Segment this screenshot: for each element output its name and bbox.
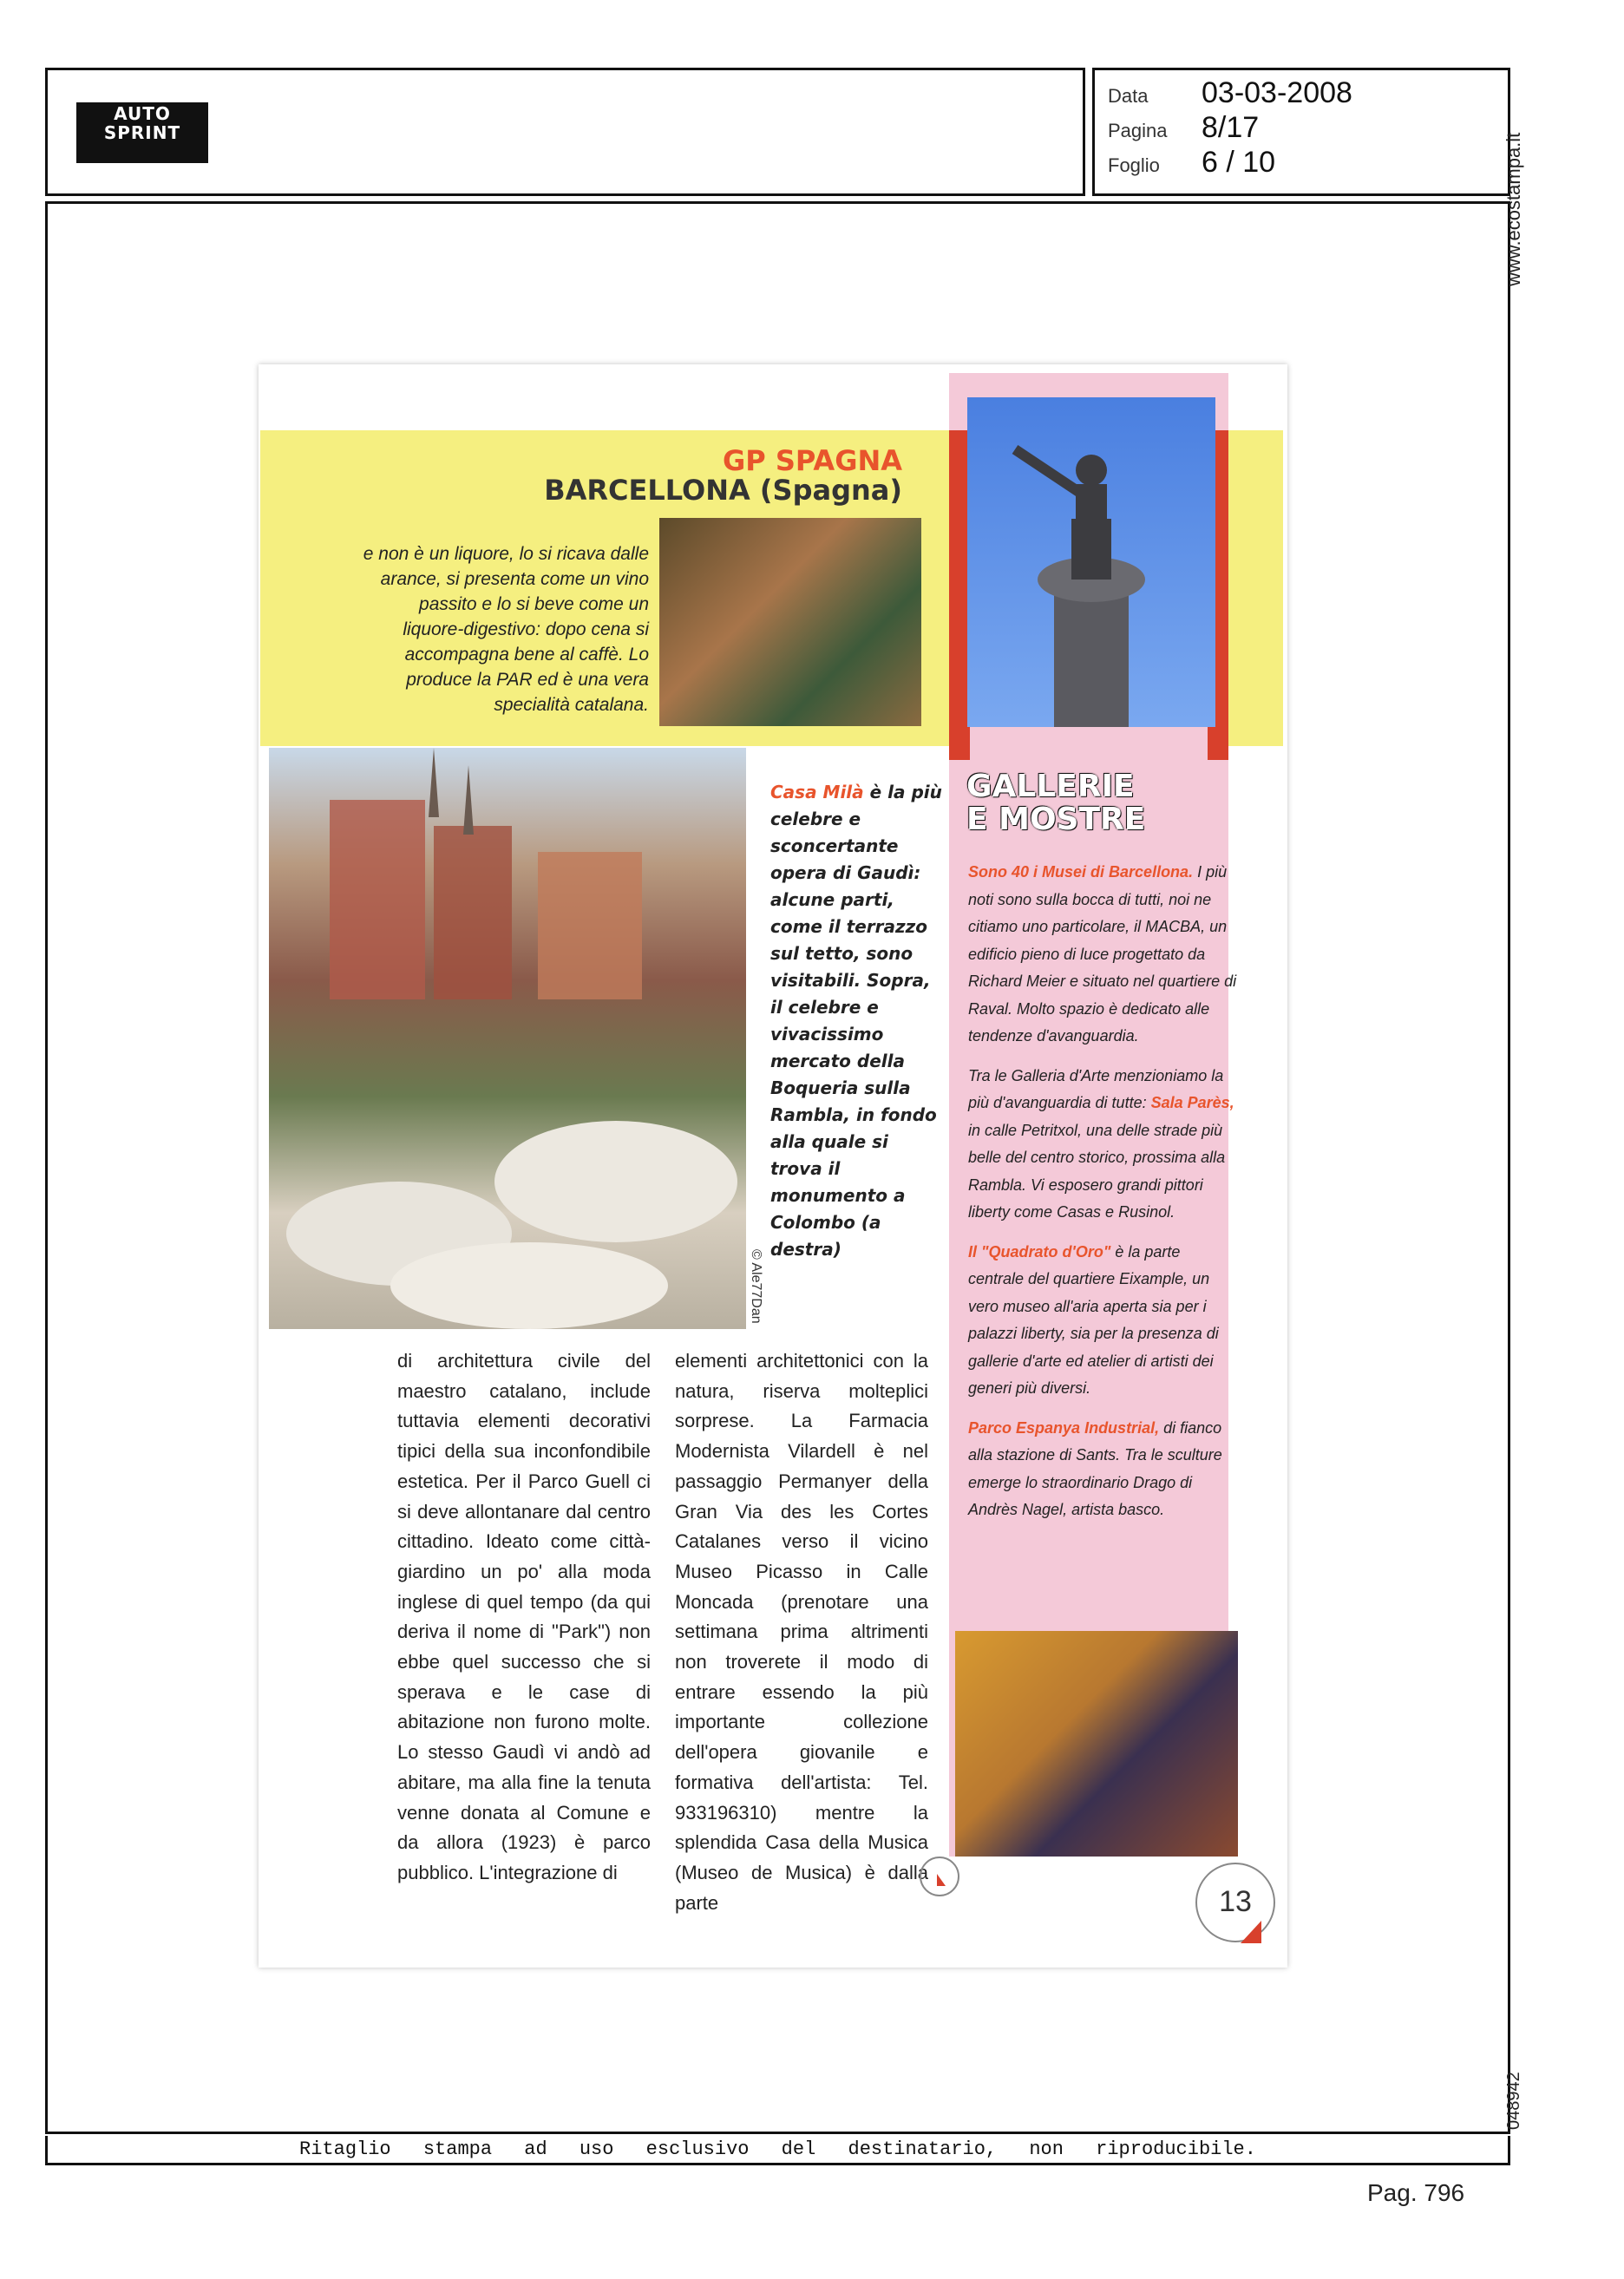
meta-page-label: Pagina: [1108, 120, 1168, 141]
gallerie-title-line1: GALLERIE: [966, 769, 1135, 804]
side-code: 048942: [1504, 2072, 1523, 2130]
caption-highlight: Casa Milà: [770, 782, 864, 802]
gallerie-p3-highlight: Il "Quadrato d'Oro": [968, 1242, 1111, 1261]
meta-date: [1108, 76, 1352, 110]
gallerie-paragraph-4: [968, 1415, 1237, 1524]
gallerie-p4-text: di fianco alla stazione di Sants. Tra le sculture emerge lo straordinario Drago di Andrès Nagel, artista basco.: [968, 1418, 1222, 1518]
pag-number: Pag. 796: [1367, 2179, 1465, 2206]
footer-notice: Ritaglio stampa ad uso esclusivo del destinatario, non riproducibile.: [45, 2136, 1510, 2165]
page-number: 13: [1195, 1863, 1275, 1942]
dali-painting-photo: [955, 1631, 1238, 1857]
parc-guell-photo: [269, 748, 746, 1329]
gallerie-p4-highlight: Parco Espanya Industrial,: [968, 1418, 1160, 1437]
meta-date-value: 03-03-2008: [1202, 76, 1352, 109]
gallerie-paragraph-1: [968, 859, 1237, 1051]
meta-sheet-label: Foglio: [1108, 154, 1160, 176]
meta-page: [1108, 111, 1259, 145]
boqueria-market-photo: [659, 518, 921, 726]
photo-credit: © Ale77Dan: [749, 1249, 763, 1324]
columbus-statue-icon: [967, 397, 1215, 727]
liquor-text: e non è un liquore, lo si ricava dalle arance, si presenta come un vino passito e lo si beve come un liquore-digestivo: dopo cena si accompagna bene al caffè. Lo produce la PAR ed è una vera specialità catalana.: [363, 544, 649, 715]
gallerie-p2-before: Tra le Galleria d'Arte menzioniamo la più d'avanguardia di tutte:: [968, 1066, 1224, 1111]
gallerie-text: [968, 859, 1237, 1536]
gallerie-title-line2: E MOSTRE: [966, 802, 1146, 837]
gallerie-p2-after: in calle Petritxol, una delle strade più belle del centro storico, prossima alla Rambla. Vi esposero grandi pittori liberty come Casas e Rusinol.: [968, 1121, 1226, 1221]
gallerie-paragraph-2: [968, 1063, 1237, 1227]
columbus-monument-photo: [967, 397, 1215, 727]
continue-arrow-icon: [920, 1857, 959, 1896]
meta-page-value: 8/17: [1202, 111, 1260, 144]
article-kicker: GP SPAGNA: [723, 444, 902, 477]
autosprint-logo: AUTO SPRINT: [76, 102, 208, 163]
gallerie-p3-text: è la parte centrale del quartiere Eixample, un vero museo all'aria aperta sia per i palazzi liberty, sia per la presenza di gallerie d'arte ed atelier di artisti dei generi più diversi.: [968, 1242, 1219, 1397]
page-corner-triangle-icon: [1241, 1921, 1261, 1943]
gallerie-p2-highlight: Sala Parès,: [1150, 1094, 1234, 1111]
parc-guell-scene-icon: [269, 748, 746, 1329]
article-title: BARCELLONA (Spagna): [544, 474, 902, 507]
meta-sheet-value: 6 / 10: [1202, 146, 1276, 179]
body-column-2: elementi architettonici con la natura, riserva molteplici sorprese. La Farmacia Modernista Vilardell è nel passaggio Permanyer della Gran Via des les Cortes Catalanes verso il vicino Museo Picasso in Calle Moncada (prenotare una settimana prima altrimenti non troverete il modo di entrare essendo la più importante collezione dell'opera giovanile e formativa dell'artista: Tel. 933196310) mentre la splendida Casa della Musica (Museo de Musica) è dalla parte: [675, 1350, 928, 1914]
gallerie-p1-highlight: Sono 40 i Musei di Barcellona.: [968, 863, 1194, 881]
gallerie-p1-text: I più noti sono sulla bocca di tutti, noi ne citiamo uno particolare, il MACBA, un edificio pieno di luce progettato da Richard Meier e situato nel quartiere di Raval. Molto spazio è dedicato alle tendenze d'avanguardia.: [968, 863, 1237, 1045]
body-column-1: di architettura civile del maestro catalano, include tuttavia elementi decorativi tipici della sua inconfondibile estetica. Per il Parco Guell ci si deve allontanare dal centro cittadino. Ideato come città-giardino un po' alla moda inglese di quel tempo (da qui deriva il nome di "Park") non ebbe quel successo che si sperava e le case di abitazione non furono molte. Lo stesso Gaudì vi andò ad abitare, ma alla fine la tenuta venne donata al Comune e da allora (1923) è parco pubblico. L'integrazione di: [397, 1350, 651, 1883]
meta-date-label: Data: [1108, 85, 1149, 107]
meta-sheet: [1108, 146, 1275, 180]
caption-text: è la più celebre e sconcertante opera di Gaudì: alcune parti, come il terrazzo sul tetto, sono visitabili. Sopra, il celebre e vivacissimo mercato della Boqueria sulla Rambla, in fondo alla quale si trova il monumento a Colombo (a destra): [770, 782, 942, 1260]
gallerie-title: [966, 770, 1145, 836]
photo-caption: [770, 779, 944, 1263]
gallerie-paragraph-3: [968, 1239, 1237, 1403]
side-url: www.ecostampa.it: [1503, 132, 1524, 286]
